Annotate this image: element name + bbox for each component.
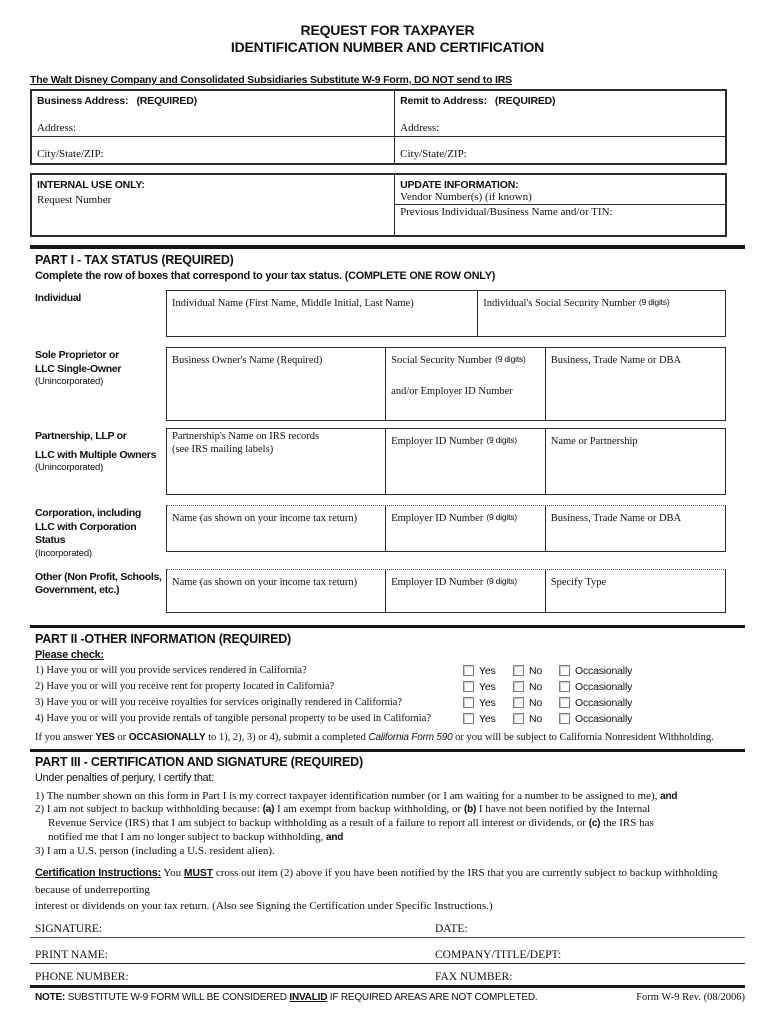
yes-label: Yes — [479, 664, 496, 677]
previous-name-tin-field[interactable]: Previous Individual/Business Name and/or TIN: — [400, 206, 613, 218]
q2-occasionally-checkbox[interactable] — [559, 681, 570, 692]
no-label: No — [529, 680, 543, 693]
form-revision: Form W-9 Rev. (08/2006) — [636, 992, 745, 1004]
nine-digits-note: (9 digits) — [638, 297, 670, 307]
occasionally-label: Occasionally — [575, 696, 633, 709]
california-form-590: California Form 590 — [368, 731, 453, 743]
corporation-ein-field[interactable]: Employer ID Number (9 digits) — [385, 506, 545, 551]
section-divider — [30, 245, 745, 249]
signature-date-row — [30, 919, 745, 938]
occasionally-label: Occasionally — [575, 680, 633, 693]
q1-no-checkbox[interactable] — [513, 665, 524, 676]
remit-city-state-zip-field[interactable]: City/State/ZIP: — [400, 148, 467, 160]
part1-instruction: Complete the row of boxes that correspond to your tax status. (COMPLETE ONE ROW ONLY) — [35, 270, 496, 282]
certification-instructions-label: Certification Instructions: — [35, 867, 161, 880]
row-label-corporation: Corporation, including LLC with Corporation Status (Incorporated) — [35, 507, 141, 559]
other-ein-field[interactable]: Employer ID Number (9 digits) — [385, 570, 545, 612]
q4-occasionally-checkbox[interactable] — [559, 713, 570, 724]
part3-items — [35, 790, 745, 859]
partnership-ein-field[interactable]: Employer ID Number (9 digits) — [385, 429, 545, 494]
yes-label: Yes — [479, 696, 496, 709]
certify-item-1: 1) The number shown on this form in Part I is my correct taxpayer identification number (or I am waiting for a number to be assigned to me), and — [35, 789, 678, 802]
q2-yes-checkbox[interactable] — [463, 681, 474, 692]
yes-label: Yes — [479, 680, 496, 693]
and-bold: and — [660, 790, 678, 802]
part1-title: PART I - TAX STATUS (REQUIRED) — [35, 253, 234, 267]
q3-no-checkbox[interactable] — [513, 697, 524, 708]
row-label-sole-proprietor: Sole Proprietor or LLC Single-Owner (Unincorporated) — [35, 349, 122, 387]
yes-label: Yes — [479, 712, 496, 725]
q4-yes-checkbox[interactable] — [463, 713, 474, 724]
remit-address-column — [395, 91, 725, 163]
part1-rows — [30, 290, 745, 613]
vendor-number-field[interactable]: Vendor Number(s) (if known) — [400, 191, 532, 203]
part2-question-4 — [35, 711, 745, 727]
part1-row-other — [30, 569, 745, 613]
individual-ssn-field[interactable]: Individual's Social Security Number (9 digits) — [477, 291, 725, 336]
footer-row — [30, 992, 745, 1003]
must-bold: MUST — [183, 868, 214, 880]
invalid-bold: INVALID — [289, 992, 328, 1004]
certification-instructions: Certification Instructions: You MUST cross out item (2) above if you have been notified by the IRS that you are currently subject to backup withholding because of underreporting interest or dividends on your tax return. (Also see Signing the Certification under Specific Instructions.) — [35, 867, 718, 913]
part2-question-3 — [35, 695, 745, 711]
q4-no-checkbox[interactable] — [513, 713, 524, 724]
business-address-field[interactable]: Address: — [37, 122, 77, 134]
occasionally-bold: OCCASIONALLY — [128, 731, 206, 743]
form-subtitle: The Walt Disney Company and Consolidated Subsidiaries Substitute W-9 Form, DO NOT send to IRS — [30, 74, 512, 86]
corporation-name-field[interactable]: Name (as shown on your income tax return) — [172, 513, 358, 524]
question-text: 2) Have you or will you receive rent for property located in California? — [35, 681, 335, 692]
sole-prop-dba-field[interactable]: Business, Trade Name or DBA — [545, 348, 725, 420]
section-divider — [30, 625, 745, 628]
nine-digits-note: (9 digits) — [486, 575, 517, 586]
certify-item-3: 3) I am a U.S. person (including a U.S. resident alien). — [35, 844, 275, 857]
form-title-line2: IDENTIFICATION NUMBER AND CERTIFICATION — [230, 39, 545, 55]
phone-number-field[interactable]: PHONE NUMBER: — [35, 971, 129, 984]
row-label-partnership: Partnership, LLP or LLC with Multiple Owners (Unincorporated) — [35, 430, 157, 473]
update-information-column — [395, 175, 725, 235]
individual-name-field[interactable]: Individual Name (First Name, Middle Initial, Last Name) — [172, 298, 414, 309]
q3-yes-checkbox[interactable] — [463, 697, 474, 708]
partnership-name-field[interactable]: Partnership's Name on IRS records (see IRS mailing labels) — [172, 431, 320, 455]
row-label-individual: Individual — [35, 292, 82, 304]
fax-number-field[interactable]: FAX NUMBER: — [435, 971, 513, 984]
q3-occasionally-checkbox[interactable] — [559, 697, 570, 708]
business-city-state-zip-field[interactable]: City/State/ZIP: — [37, 148, 104, 160]
occasionally-label: Occasionally — [575, 712, 633, 725]
address-box — [30, 89, 727, 165]
note-label: NOTE: — [35, 992, 66, 1004]
c-bold: (c) — [588, 818, 601, 830]
print-name-field[interactable]: PRINT NAME: — [35, 949, 108, 962]
section-divider — [30, 749, 745, 752]
certify-item-2-line2: Revenue Service (IRS) that I am subject to backup withholding as a result of a failure to report all interest or dividends, or (c) the IRS has — [48, 817, 654, 830]
part2-title: PART II -OTHER INFORMATION (REQUIRED) — [35, 631, 292, 646]
part2-footer-note: If you answer YES or OCCASIONALLY to 1), 2), 3) or 4), submit a completed California Form 590 or you will be subject to California Nonresident Withholding. — [35, 731, 714, 743]
internal-use-title: INTERNAL USE ONLY: — [37, 179, 145, 191]
question-text: 3) Have you or will you receive royalties for services originally rendered in California? — [35, 697, 403, 708]
date-field[interactable]: DATE: — [435, 923, 468, 936]
b-bold: (b) — [463, 804, 477, 816]
part2-question-1 — [35, 663, 745, 679]
certify-item-2-line3: notified me that I am no longer subject to backup withholding, and — [48, 830, 344, 843]
q1-occasionally-checkbox[interactable] — [559, 665, 570, 676]
part1-row-individual — [30, 290, 745, 337]
other-specify-type-field[interactable]: Specify Type — [545, 570, 725, 612]
part1-row-partnership — [30, 428, 745, 495]
row-label-other: Other (Non Profit, Schools, Government, etc.) — [35, 570, 162, 596]
remit-address-title: Remit to Address: (REQUIRED) — [400, 95, 556, 107]
signature-block — [30, 919, 745, 988]
question-text: 4) Have you or will you provide rentals of tangible personal property to be used in California? — [35, 713, 431, 724]
q2-no-checkbox[interactable] — [513, 681, 524, 692]
no-label: No — [529, 664, 543, 677]
occasionally-label: Occasionally — [575, 664, 633, 677]
nine-digits-note: (9 digits) — [486, 435, 517, 445]
part3-title: PART III - CERTIFICATION AND SIGNATURE (REQUIRED) — [35, 754, 363, 769]
company-title-dept-field[interactable]: COMPANY/TITLE/DEPT: — [435, 949, 562, 962]
business-address-title: Business Address: (REQUIRED) — [37, 95, 197, 107]
business-owner-name-field[interactable]: Business Owner's Name (Required) — [172, 355, 323, 366]
corporation-dba-field[interactable]: Business, Trade Name or DBA — [545, 506, 725, 551]
other-name-field[interactable]: Name (as shown on your income tax return) — [172, 576, 358, 588]
phone-fax-row — [30, 964, 745, 988]
a-bold: (a) — [262, 804, 275, 816]
business-address-column — [32, 91, 395, 163]
yes-bold: YES — [95, 731, 115, 743]
no-label: No — [529, 712, 543, 725]
internal-update-box — [30, 173, 727, 237]
no-label: No — [529, 696, 543, 709]
nine-digits-note: (9 digits) — [495, 354, 526, 364]
part2-question-2 — [35, 679, 745, 695]
certify-item-2-line1: 2) I am not subject to backup withholding because: (a) I am exempt from backup withholding, or (b) I have not been notified by the Internal — [35, 803, 651, 816]
part1-row-sole-proprietor — [30, 347, 745, 421]
form-title-line1: REQUEST FOR TAXPAYER — [300, 22, 475, 38]
signature-field[interactable]: SIGNATURE: — [35, 923, 103, 936]
sole-prop-ssn-ein-field[interactable]: Social Security Number (9 digits) and/or Employer ID Number — [385, 348, 545, 420]
remit-address-field[interactable]: Address: — [400, 122, 440, 134]
request-number-field[interactable]: Request Number — [37, 194, 112, 206]
internal-use-column — [32, 175, 395, 235]
and-bold: and — [326, 831, 344, 843]
printname-company-row — [30, 938, 745, 964]
update-information-title: UPDATE INFORMATION: — [400, 179, 519, 191]
question-text: 1) Have you or will you provide services rendered in California? — [35, 665, 307, 676]
nine-digits-note: (9 digits) — [486, 512, 517, 522]
part1-row-corporation — [30, 505, 745, 560]
q1-yes-checkbox[interactable] — [463, 665, 474, 676]
please-check-label: Please check: — [35, 648, 104, 661]
invalid-note: NOTE: SUBSTITUTE W-9 FORM WILL BE CONSIDERED INVALID IF REQUIRED AREAS ARE NOT COMPLETED. — [35, 992, 538, 1004]
partnership-dba-field[interactable]: Name or Partnership — [545, 429, 725, 494]
part3-intro: Under penalties of perjury, I certify that: — [35, 771, 215, 784]
